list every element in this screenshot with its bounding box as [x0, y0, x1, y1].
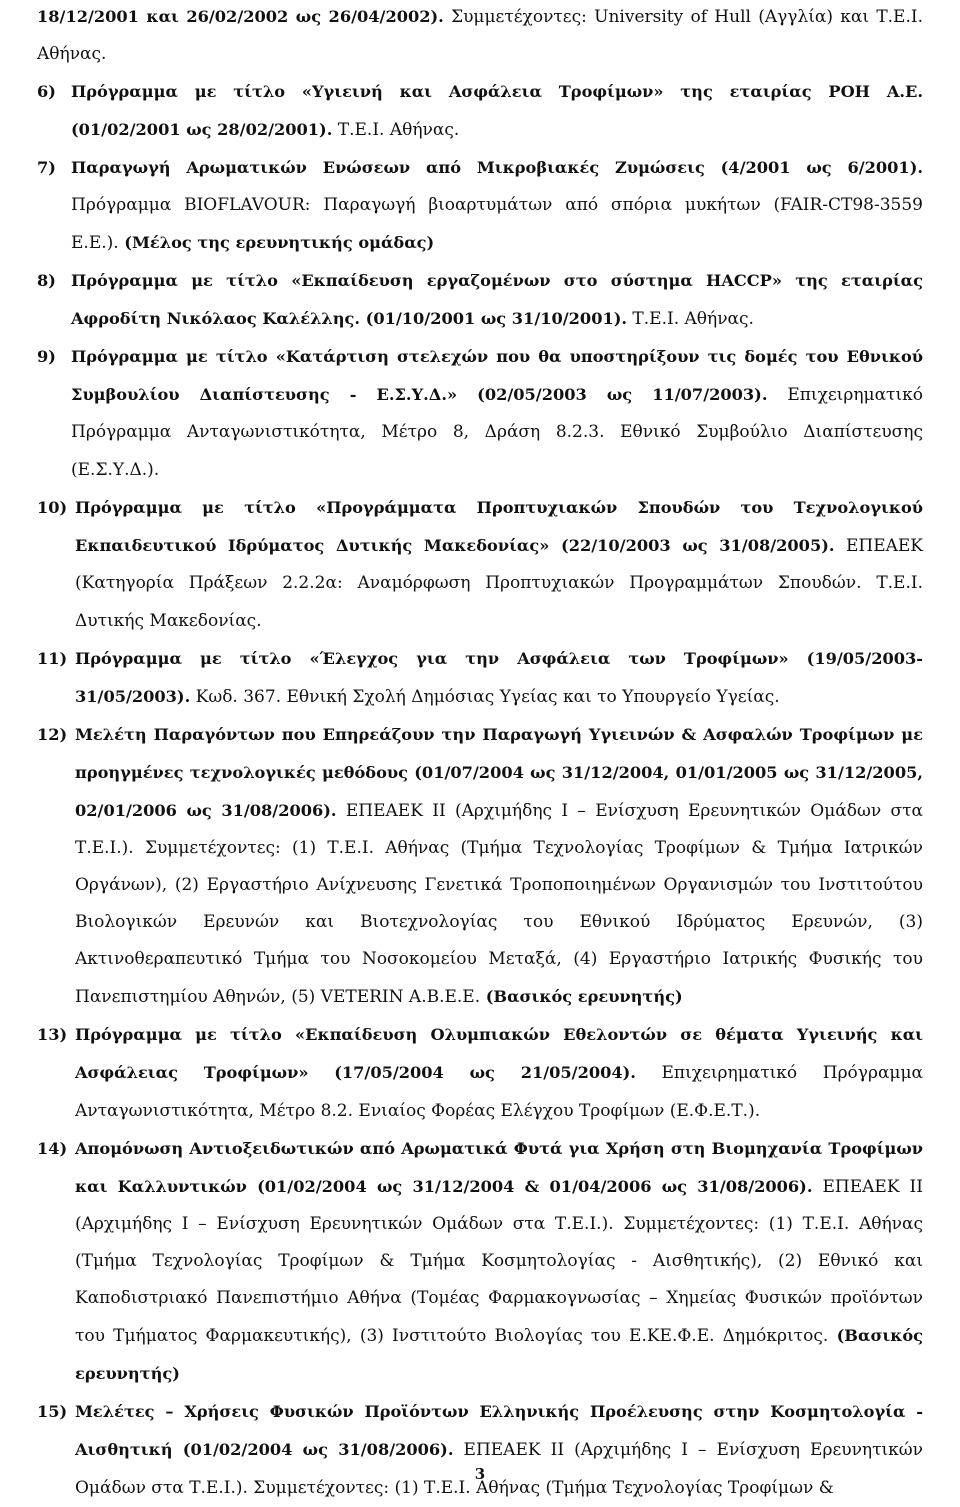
list-item-text [75, 1016, 923, 1130]
list-item-normal: ΕΠΕΑΕΚ ΙΙ (Αρχιμήδης Ι – Ενίσχυση Ερευνητικών Ομάδων στα Τ.Ε.Ι.). Συμμετέχοντες: (1) Τ.Ε.Ι. Αθήνας (Τμήμα Τεχνολογίας Τροφίμων & Τμήμα Κοσμητολογίας - Αισθητικής), (2) Εθνικό και Καποδιστριακό Πανεπιστήμιο Αθήνα (Τομέας Φαρμακογνωσίας – Χημείας Φυσικών προϊόντων του Τμήματος Φαρμακευτικής), (3) Ινστιτούτο Βιολογίας του Ε.ΚΕ.Φ.Ε. Δημόκριτος. [75, 1177, 923, 1346]
list-item-bold: Πρόγραμμα με τίτλο «Έλεγχος για την Ασφάλεια των Τροφίμων» (19/05/2003-31/05/2003). [75, 649, 923, 706]
list-item [37, 489, 923, 640]
list-item-normal: Επιχειρηματικό Πρόγραμμα Ανταγωνιστικότητα, Μέτρο 8, Δράση 8.2.3. Εθνικό Συμβούλιο Διαπίστευσης (Ε.Σ.Υ.Δ.). [71, 385, 923, 480]
list-item [37, 1393, 923, 1507]
list-item-bold: Πρόγραμμα με τίτλο «Κατάρτιση στελεχών που θα υποστηρίξουν τις δομές του Εθνικού Συμβουλίου Διαπίστευσης - Ε.Σ.Υ.Δ.» (02/05/2003 ως 11/07/2003). [71, 347, 923, 404]
list-item-text [71, 73, 923, 149]
list-item-bold-tail: (Μέλος της ερευνητικής ομάδας) [118, 233, 435, 252]
list-item [37, 338, 923, 489]
continuation-paragraph [37, 0, 923, 73]
list-item-bold: Πρόγραμμα με τίτλο «Προγράμματα Προπτυχιακών Σπουδών του Τεχνολογικού Εκπαιδευτικού Ιδρύματος Δυτικής Μακεδονίας» (22/10/2003 ως 31/08/2005). [75, 498, 923, 555]
list-item-bold-tail: (Βασικός ερευνητής) [75, 1326, 923, 1383]
document-page [37, 0, 923, 1507]
list-item-text [71, 262, 923, 338]
list-item-bold: Παραγωγή Αρωματικών Ενώσεων από Μικροβιακές Ζυμώσεις (4/2001 ως 6/2001). [71, 158, 923, 177]
list-item-number: 6) [37, 82, 56, 101]
list-item-bold: Απομόνωση Αντιοξειδωτικών από Αρωματικά Φυτά για Χρήση στη Βιομηχανία Τροφίμων και Καλλυντικών (01/02/2004 ως 31/12/2004 & 01/04/2006 ως 31/08/2006). [75, 1139, 923, 1196]
list-item-text [75, 640, 923, 716]
list-item-text [75, 1393, 923, 1507]
list-item-bold: Μελέτη Παραγόντων που Επηρεάζουν την Παραγωγή Υγιεινών & Ασφαλών Τροφίμων με προηγμένες τεχνολογικές μεθόδους (01/07/2004 ως 31/12/2004, 01/01/2005 ως 31/12/2005, 02/01/2006 ως 31/08/2006). [75, 725, 923, 820]
list-item [37, 262, 923, 338]
list-item-bold: Πρόγραμμα με τίτλο «Υγιεινή και Ασφάλεια Τροφίμων» της εταιρίας ΡΟΗ Α.Ε. (01/02/2001 ως 28/02/2001). [71, 82, 923, 139]
list-item-normal: Πρόγραμμα BIOFLAVOUR: Παραγωγή βιοαρτυμάτων από σπόρια μυκήτων (FAIR-CT98-3559 Ε.Ε.). [71, 195, 923, 253]
list-item-number: 7) [37, 158, 56, 177]
list-item [37, 73, 923, 149]
continuation-text: Συμμετέχοντες: University of Hull (Αγγλία) και Τ.Ε.Ι. Αθήνας. [37, 7, 923, 64]
continuation-bold: 18/12/2001 και 26/02/2002 ως 26/04/2002). [37, 7, 444, 26]
list-item-bold: Πρόγραμμα με τίτλο «Εκπαίδευση εργαζομένων στο σύστημα HACCP» της εταιρίας Αφροδίτη Νικόλαος Καλέλλης. (01/10/2001 ως 31/10/2001). [71, 271, 923, 328]
list-item-bold: Πρόγραμμα με τίτλο «Εκπαίδευση Ολυμπιακών Εθελοντών σε θέματα Υγιεινής και Ασφάλειας Τροφίμων» (17/05/2004 ως 21/05/2004). [75, 1025, 923, 1082]
list-item-bold-tail: (Βασικός ερευνητής) [480, 987, 683, 1006]
list-item-normal: ΕΠΕΑΕΚ ΙΙ (Αρχιμήδης Ι – Ενίσχυση Ερευνητικών Ομάδων στα Τ.Ε.Ι.). Συμμετέχοντες: (1) Τ.Ε.Ι. Αθήνας (Τμήμα Τεχνολογίας Τροφίμων & Τμήμα Ιατρικών Οργάνων), (2) Εργαστήριο Ανίχνευσης Γενετικά Τροποποιημένων Οργανισμών του Ινστιτούτου Βιολογικών Ερευνών και Βιοτεχνολογίας του Εθνικού Ιδρύματος Ερευνών, (3) Ακτινοθεραπευτικό Τμήμα του Νοσοκομείου Μεταξά, (4) Εργαστήριο Ιατρικής Φυσικής του Πανεπιστημίου Αθηνών, (5) VETERIN A.B.E.E. [75, 801, 923, 1007]
list-item-text [71, 149, 923, 262]
list-item-text [71, 338, 923, 489]
list-item-text [75, 716, 923, 1016]
list-item-number: 13) [37, 1025, 68, 1044]
list-item-number: 15) [37, 1402, 68, 1421]
list-item-text [75, 1130, 923, 1393]
page-number: 3 [474, 1465, 486, 1483]
list-item-normal: Τ.Ε.Ι. Αθήνας. [627, 309, 754, 329]
list-item-number: 10) [37, 498, 68, 517]
list-item-number: 12) [37, 725, 68, 744]
list-item-number: 14) [37, 1139, 68, 1158]
list-item-normal: Κωδ. 367. Εθνική Σχολή Δημόσιας Υγείας και το Υπουργείο Υγείας. [190, 687, 780, 707]
list-item-number: 11) [37, 649, 68, 668]
list-item-text [75, 489, 923, 640]
list-item [37, 1016, 923, 1130]
list-item-normal: ΕΠΕΑΕΚ ΙΙ (Αρχιμήδης Ι – Ενίσχυση Ερευνητικών Ομάδων στα Τ.Ε.Ι.). Συμμετέχοντες: (1) Τ.Ε.Ι. Αθήνας (Τμήμα Τεχνολογίας Τροφίμων & [75, 1440, 924, 1498]
list-item-bold: Μελέτες – Χρήσεις Φυσικών Προϊόντων Ελληνικής Προέλευσης στην Κοσμητολογία - Αισθητική (01/02/2004 ως 31/08/2006). [75, 1402, 923, 1459]
list-item-number: 9) [37, 347, 56, 366]
list-item [37, 149, 923, 262]
list-item-normal: ΕΠΕΑΕΚ (Κατηγορία Πράξεων 2.2.2α: Αναμόρφωση Προπτυχιακών Προγραμμάτων Σπουδών. Τ.Ε.Ι. Δυτικής Μακεδονίας. [75, 536, 923, 631]
list-item [37, 1130, 923, 1393]
list-item [37, 716, 923, 1016]
list-item-normal: Τ.Ε.Ι. Αθήνας. [332, 120, 460, 140]
list-item-normal: Επιχειρηματικό Πρόγραμμα Ανταγωνιστικότητα, Μέτρο 8.2. Ενιαίος Φορέας Ελέγχου Τροφίμων (Ε.Φ.Ε.Τ.). [75, 1063, 924, 1121]
list-item-number: 8) [37, 271, 56, 290]
list-item [37, 640, 923, 716]
